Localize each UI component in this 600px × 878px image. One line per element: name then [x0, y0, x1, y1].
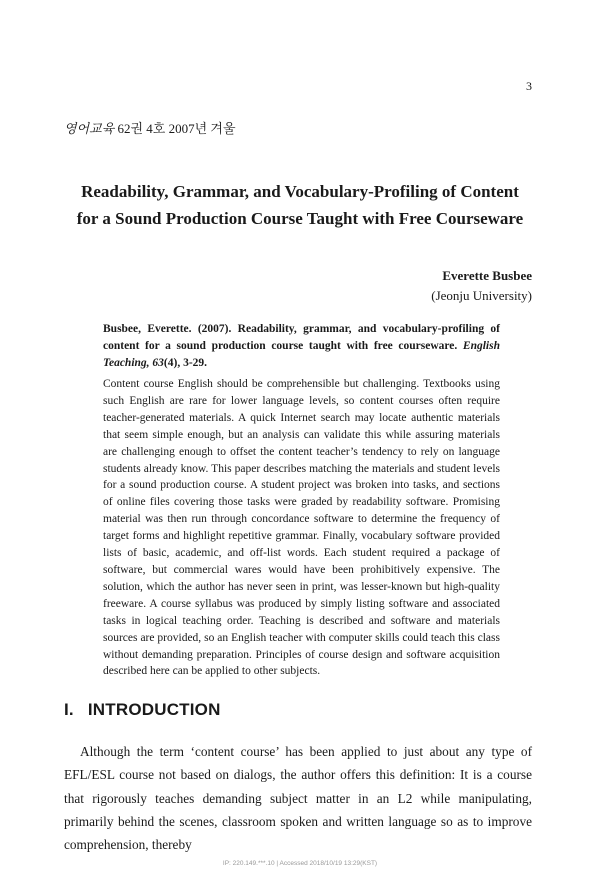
page-number: 3 — [526, 79, 532, 93]
introduction-paragraph: Although the term ‘content course’ has been applied to just about any type of EFL/ESL course not based on dialogs, the author offers this definition: It is a course that rigorously teaches demanding subject matter in an L2 while manipulating, primarily behind the scenes, classroom spoken and written language so as to improve comprehension, thereby — [64, 744, 532, 853]
paper-title — [40, 178, 560, 232]
paper-title-line1: Readability, Grammar, and Vocabulary-Profiling of Content — [81, 182, 519, 201]
author-block — [431, 266, 532, 306]
author-affiliation: (Jeonju University) — [431, 288, 532, 303]
citation-text: Busbee, Everette. (2007). Readability, grammar, and vocabulary-profiling of content for a sound production course taught with free courseware. — [103, 323, 500, 352]
citation-journal: English Teaching, 63 — [103, 340, 500, 369]
journal-header — [64, 118, 236, 137]
author-name: Everette Busbee — [442, 268, 532, 283]
section-title: INTRODUCTION — [87, 700, 221, 719]
abstract: Content course English should be comprehensible but challenging. Textbooks using such English are rare for lower language levels, so content courses often require teacher-generated materials. A quick Internet search may locate authentic materials that seem simple enough, but an analysis can validate this while assuring materials are challenging enough to offset the content teacher’s tendency to rely on language students already know. This paper describes matching the materials and student levels for a sound production course. A student project was broken into tasks, and sections of online files covering those tasks were graded by readability software. Promising material was then run through concordance software to determine the frequency of target forms and highlight repetitive grammar. Finally, vocabulary software provided lists of basic, academic, and off-list words. Each student required a package of software, but commercial wares would have been prohibitively expensive. The solution, which the author has never seen in print, was lesser-known but high-quality freeware. A course syllabus was produced by simply listing software and associated tasks in logical teaching order. Teaching is described and software and materials sources are provided, so an English teacher with computer skills could teach this class without demanding preparation. Principles of course design and software acquisition described here can be applied to other subjects. — [103, 378, 500, 678]
journal-issue: 62권 4호 2007년 겨울 — [117, 121, 236, 136]
paper-title-line2: for a Sound Production Course Taught with Free Courseware — [76, 209, 524, 228]
access-stamp: IP: 220.149.***.10 | Accessed 2018/10/19 13:29(KST) — [222, 860, 378, 867]
section-heading — [64, 700, 221, 720]
journal-name: 영어교육 — [64, 121, 115, 136]
section-number: I. — [64, 700, 74, 719]
citation — [103, 321, 500, 372]
citation-details: (4), 3-29. — [163, 357, 208, 369]
